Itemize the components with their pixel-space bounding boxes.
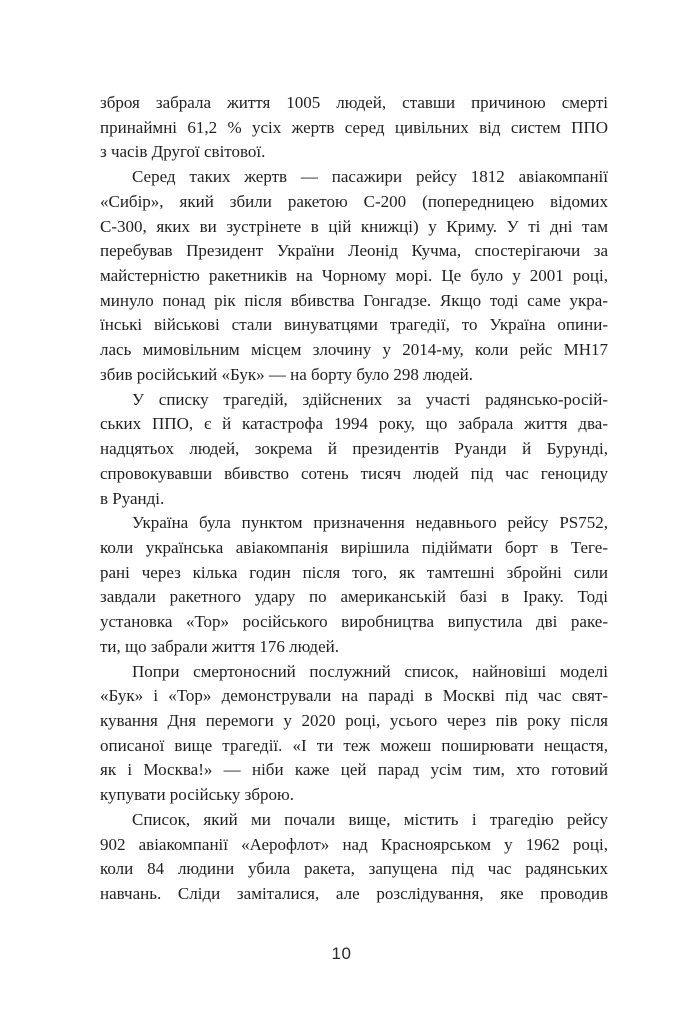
text-line: принаймні 61,2 % усіх жертв серед цивільних від систем ППО: [100, 117, 608, 137]
text-line: як і Москва!» — ніби каже цей парад усім тим, хто готовий: [100, 760, 608, 780]
text-line: Список, який ми почали вище, містить і трагедію рейсу: [132, 809, 608, 829]
text-line: установка «Тор» російського виробництва випустила дві раке-: [100, 612, 608, 632]
text-line: минуло понад рік після вбивства Гонгадзе. Якщо тоді саме укра-: [100, 290, 608, 310]
text-line: Україна була пунктом призначення недавнього рейсу PS752,: [132, 513, 608, 533]
text-line: кування Дня перемоги у 2020 році, усього через пів року після: [100, 710, 608, 730]
text-line: надцятьох людей, зокрема й президентів Руанди й Бурунді,: [100, 439, 608, 459]
text-line: Попри смертоносний послужний список, найновіші моделі: [132, 661, 608, 681]
text-line: купувати російську зброю.: [100, 785, 294, 805]
text-line: описаної вище трагедії. «І ти теж можеш поширювати нещастя,: [100, 735, 608, 755]
text-line: «Бук» і «Тор» демонстрували на параді в Москві під час свят-: [100, 686, 608, 706]
text-line: зброя забрала життя 1005 людей, ставши причиною смерті: [100, 93, 608, 112]
text-line: перебував Президент України Леонід Кучма, спостерігаючи за: [100, 241, 608, 261]
text-line: їнські військові стали винуватцями трагедії, то Україна опини-: [100, 315, 608, 335]
text-line: Серед таких жертв — пасажири рейсу 1812 авіакомпанії: [132, 167, 608, 187]
text-line: ських ППО, є й катастрофа 1994 року, що забрала життя два-: [100, 414, 608, 434]
text-line: «Сибір», який збили ракетою С-200 (попередницею відомих: [100, 191, 608, 211]
text-line: навчань. Сліди заміталися, але розслідування, яке проводив: [100, 884, 608, 903]
text-line: завдали ракетного удару по американській базі в Іраку. Тоді: [100, 587, 608, 607]
text-line: спровокувавши вбивство сотень тисяч людей під час геноциду: [100, 463, 608, 483]
text-line: збив російський «Бук» — на борту було 298 людей.: [100, 364, 474, 384]
text-line: 902 авіакомпанії «Аерофлот» над Красноярськом у 1962 році,: [100, 834, 608, 854]
text-line: з часів Другої світової.: [100, 142, 266, 162]
text-line: майстерністю ракетників на Чорному морі. Це було у 2001 році,: [100, 266, 608, 286]
text-line: рані через кілька годин після того, як тамтешні збройні сили: [100, 562, 608, 582]
text-line: коли 84 людини убила ракета, запущена під час радянських: [100, 859, 608, 879]
page-text: [100, 91, 608, 907]
text-line: У списку трагедій, здійснених за участі радянсько-росій-: [132, 389, 608, 409]
text-line: лась мимовільним місцем злочину у 2014-му, коли рейс MH17: [100, 340, 608, 360]
text-line: ти, що забрали життя 176 людей.: [100, 636, 339, 656]
text-line: коли українська авіакомпанія вирішила підіймати борт в Теге-: [100, 537, 608, 557]
page-number: 10: [331, 944, 352, 963]
text-line: С-300, яких ви зустрінете в цій книжці) у Криму. У ті дні там: [100, 216, 608, 236]
text-line: в Руанді.: [100, 488, 165, 508]
